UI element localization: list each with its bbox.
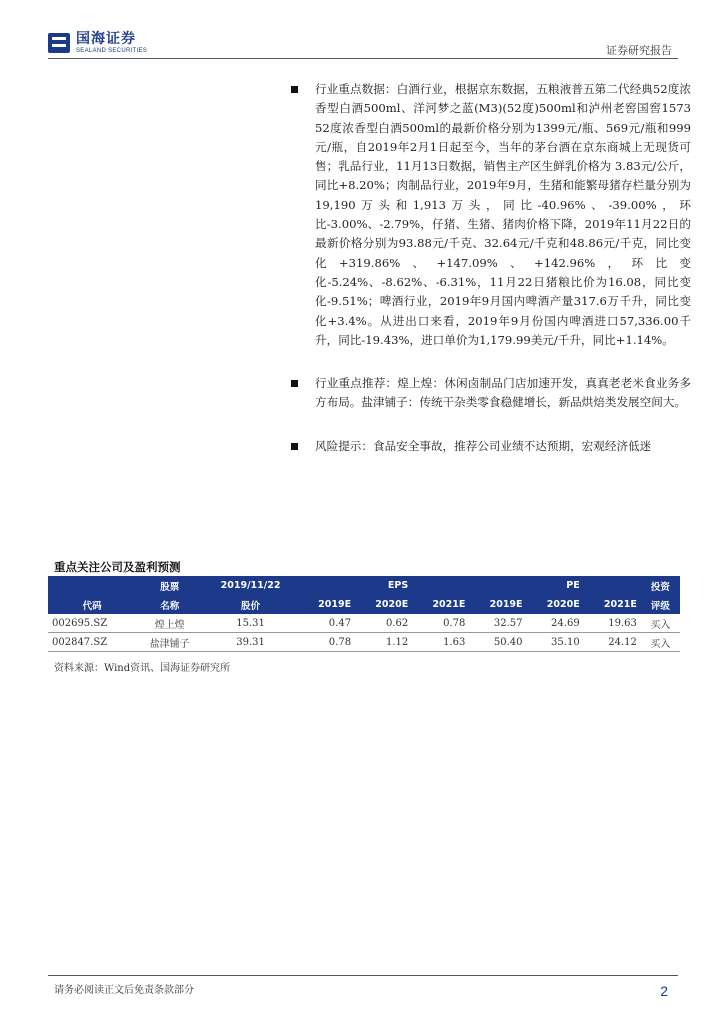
header-divider <box>48 58 678 59</box>
header-cell: 2020E <box>527 595 584 614</box>
table-cell: 0.62 <box>355 614 412 633</box>
table-cell: 煌上煌 <box>136 614 203 633</box>
header-cell: 股票 <box>136 576 203 595</box>
square-bullet-icon <box>291 380 298 387</box>
table-cell: 0.47 <box>298 614 355 633</box>
table-cell: 24.69 <box>527 614 584 633</box>
header-cell: 代码 <box>48 595 136 614</box>
table-cell: 32.57 <box>469 614 526 633</box>
table-title: 重点关注公司及盈利预测 <box>54 560 181 574</box>
table-cell: 002847.SZ <box>48 633 136 652</box>
header-cell <box>298 576 355 595</box>
header-cell: 股价 <box>203 595 298 614</box>
page-header <box>48 30 678 60</box>
logo-cn-text: 国海证券 <box>76 31 136 47</box>
header-cell: 2019E <box>298 595 355 614</box>
table-cell: 1.63 <box>412 633 469 652</box>
table-source: 资料来源：Wind资讯、国海证券研究所 <box>54 663 231 674</box>
bullet-industry-data <box>289 80 691 350</box>
bullet-recommendations <box>289 374 691 413</box>
header-cell: PE <box>527 576 584 595</box>
table-cell: 15.31 <box>203 614 298 633</box>
header-cell: 2019/11/22 <box>203 576 298 595</box>
table-cell: 买入 <box>641 633 680 652</box>
table-cell: 盐津铺子 <box>136 633 203 652</box>
header-cell: 评级 <box>641 595 680 614</box>
header-cell: 2021E <box>412 595 469 614</box>
bullet-text: 风险提示：食品安全事故，推荐公司业绩不达预期，宏观经济低迷 <box>315 438 652 453</box>
table-cell: 002695.SZ <box>48 614 136 633</box>
table-cell: 1.12 <box>355 633 412 652</box>
header-cell <box>584 576 641 595</box>
bullet-text: 行业重点数据：白酒行业，根据京东数据，五粮液普五第二代经典52度浓香型白酒500ml、洋河梦之蓝(M3)(52度)500ml和泸州老窖国窖1573 52度浓香型白酒500ml的最新价格分别为1399元/瓶、569元/瓶和999元/瓶，自2019年2月1日起至今，当年的茅台酒在京东商城上无现货可售；乳品行业，11月13日数据，销售主产区生鲜乳价格为 3.83元/公斤，同比+8.20%；肉制品行业，2019年9月，生猪和能繁母猪存栏量分别为19,190万头和1,913万头，同比-40.96%、-39.00%，环比-3.00%、-2.79%，仔猪、生猪、猪肉价格下降，2019年11月22日的最新价格分别为93.88元/千克、32.64元/千克和48.86元/千克，同比变化+319.86%、+147.09%、+142.96%，环比变化-5.24%、-8.62%、-6.31%，11月22日猪粮比价为16.08，同比变化-9.51%；啤酒行业，2019年9月国内啤酒产量317.6万千升，同比变化+3.4%。从进出口来看，2019年9月份国内啤酒进口57,336.00千升，同比-19.43%，进口单价为1,179.99美元/千升，同比+1.14%。 <box>315 82 691 347</box>
header-cell <box>469 576 526 595</box>
earnings-forecast-table <box>48 576 680 652</box>
sealand-logo <box>48 32 147 54</box>
sealand-logo-icon <box>48 33 70 53</box>
report-type: 证券研究报告 <box>606 44 672 57</box>
table-cell: 24.12 <box>584 633 641 652</box>
table-header-row <box>48 576 680 595</box>
table-row <box>48 614 680 633</box>
header-cell: 2019E <box>469 595 526 614</box>
table-cell: 买入 <box>641 614 680 633</box>
table-cell: 50.40 <box>469 633 526 652</box>
table-cell: 35.10 <box>527 633 584 652</box>
logo-en-text: SEALAND SECURITIES <box>76 48 148 54</box>
footer-divider <box>48 975 678 976</box>
table-cell: 39.31 <box>203 633 298 652</box>
header-cell <box>48 576 136 595</box>
header-cell: 2020E <box>355 595 412 614</box>
page-number: 2 <box>660 983 668 999</box>
footer-disclaimer: 请务必阅读正文后免责条款部分 <box>54 985 194 996</box>
header-cell: 2021E <box>584 595 641 614</box>
header-cell: EPS <box>355 576 412 595</box>
table-row <box>48 633 680 652</box>
bullet-text: 行业重点推荐：煌上煌：休闲卤制品门店加速开发，真真老老米食业务多方布局。盐津铺子：传统干杂类零食稳健增长，新品烘焙类发展空间大。 <box>315 376 691 410</box>
table-cell: 0.78 <box>298 633 355 652</box>
square-bullet-icon <box>291 86 298 93</box>
bullet-list <box>289 80 691 480</box>
header-cell: 名称 <box>136 595 203 614</box>
table-cell: 0.78 <box>412 614 469 633</box>
square-bullet-icon <box>291 443 298 450</box>
table-header-row <box>48 595 680 614</box>
header-cell: 投资 <box>641 576 680 595</box>
table-cell: 19.63 <box>584 614 641 633</box>
bullet-risk <box>289 437 691 456</box>
header-cell <box>412 576 469 595</box>
